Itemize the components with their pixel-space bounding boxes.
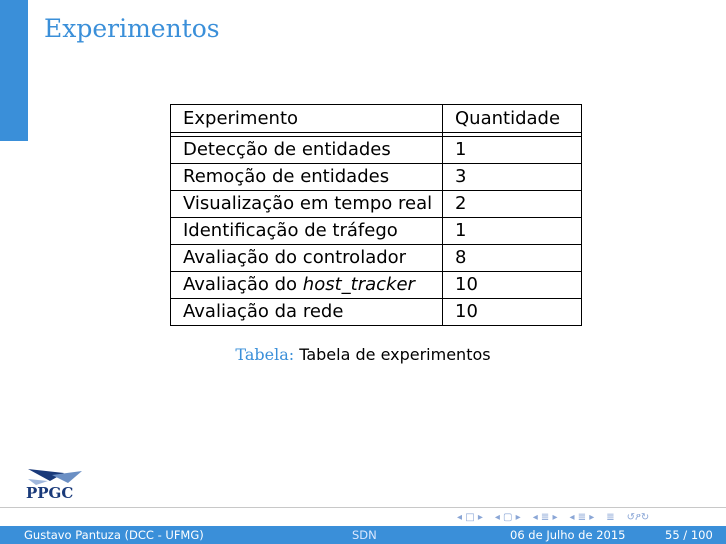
table-row — [171, 218, 582, 245]
footer-author: Gustavo Pantuza (DCC - UFMG) — [24, 528, 204, 542]
cell-experiment — [171, 272, 443, 299]
nav-document-icon[interactable]: ◂ ≣ ▸ — [569, 511, 595, 523]
footer-page-number: 55 / 100 — [665, 528, 713, 542]
table-caption — [0, 345, 726, 364]
caption-text: Tabela de experimentos — [299, 345, 491, 364]
table-header-row — [171, 105, 582, 133]
cell-quantity: 8 — [443, 245, 582, 272]
cell-quantity: 3 — [443, 164, 582, 191]
side-accent-bar — [0, 0, 28, 141]
table-row — [171, 299, 582, 326]
table-row — [171, 137, 582, 164]
header-experimento: Experimento — [171, 105, 443, 133]
cell-quantity: 10 — [443, 299, 582, 326]
cell-text-italic: host_tracker — [302, 274, 415, 295]
cell-quantity: 2 — [443, 191, 582, 218]
cell-quantity: 1 — [443, 218, 582, 245]
divider — [0, 507, 726, 508]
footer-bar — [0, 526, 726, 544]
header-quantidade: Quantidade — [443, 105, 582, 133]
table-row — [171, 245, 582, 272]
nav-subsection-icon[interactable]: ◂ ▢ ▸ — [494, 511, 521, 523]
cell-experiment: Detecção de entidades — [171, 137, 443, 164]
beamer-navigation — [455, 510, 651, 524]
cell-text-prefix: Avaliação do — [183, 274, 303, 295]
cell-experiment: Avaliação da rede — [171, 299, 443, 326]
caption-label: Tabela: — [235, 345, 295, 364]
cell-experiment: Visualização em tempo real — [171, 191, 443, 218]
nav-align-icon[interactable]: ≣ — [606, 511, 615, 523]
table-row — [171, 164, 582, 191]
cell-experiment: Remoção de entidades — [171, 164, 443, 191]
table-row — [171, 191, 582, 218]
nav-search-icon[interactable]: ↺ዖ↻ — [626, 511, 650, 523]
cell-quantity: 1 — [443, 137, 582, 164]
table-row — [171, 272, 582, 299]
nav-frame-icon[interactable]: ◂ □ ▸ — [457, 511, 483, 523]
cell-quantity: 10 — [443, 272, 582, 299]
slide-title: Experimentos — [44, 14, 220, 43]
footer-short-title: SDN — [352, 528, 377, 542]
cell-experiment: Avaliação do controlador — [171, 245, 443, 272]
nav-section-icon[interactable]: ◂ ≣ ▸ — [532, 511, 558, 523]
experiments-table — [170, 104, 582, 326]
footer-date: 06 de Julho de 2015 — [510, 528, 626, 542]
logo-text: PPGC — [26, 484, 74, 502]
cell-experiment: Identificação de tráfego — [171, 218, 443, 245]
